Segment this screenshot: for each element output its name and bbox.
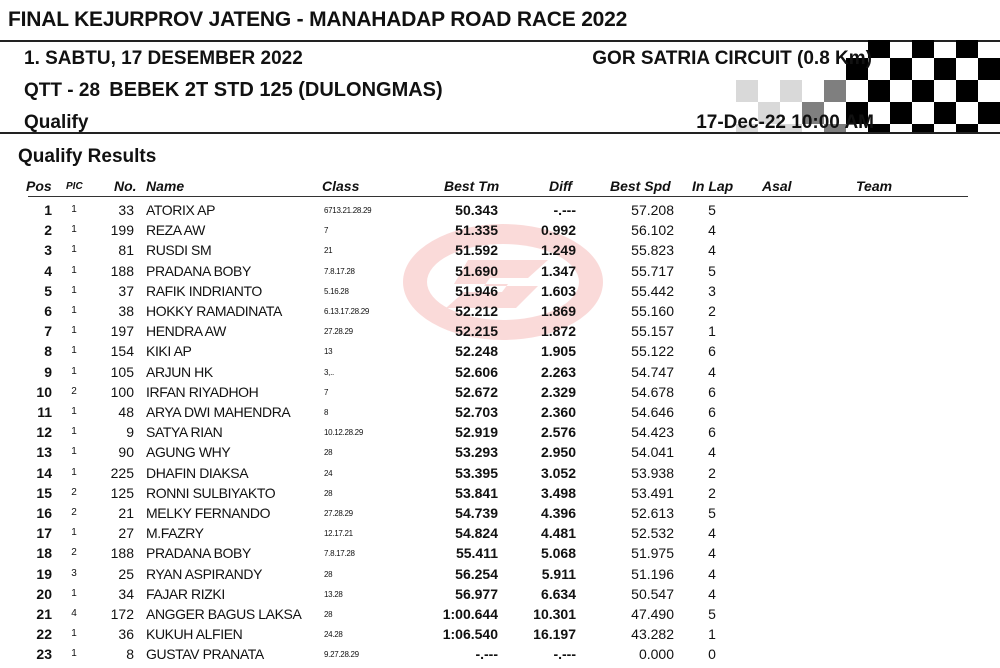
result-pos: 17 [36,525,52,542]
result-class: 28 [324,488,333,498]
result-best-speed: 55.717 [631,262,674,279]
event-header [24,40,900,132]
result-best-time: 51.335 [455,222,498,239]
table-row [0,402,1000,422]
result-number: 36 [118,626,134,643]
result-name: FAJAR RIZKI [146,585,225,602]
result-best-speed: 43.282 [631,626,674,643]
result-pic: 1 [71,648,77,660]
event-code: QTT - 28 [24,80,101,101]
header-divider [0,132,1000,134]
result-name: RAFIK INDRIANTO [146,282,262,299]
result-diff: 1.869 [540,303,576,319]
col-team: Team [856,178,893,194]
result-in-lap: 4 [708,242,716,259]
result-class: 7.8.17.28 [324,266,355,276]
result-pic: 1 [71,345,77,357]
result-pic: 2 [71,385,77,397]
result-best-time: 52.212 [455,303,498,319]
result-in-lap: 6 [708,343,716,360]
result-class: 28 [324,569,333,579]
result-best-speed: 53.938 [631,464,674,481]
result-diff: 2.329 [540,383,576,400]
result-name: ARYA DWI MAHENDRA [146,404,291,420]
result-pos: 10 [36,383,52,400]
result-number: 197 [110,323,134,340]
result-pos: 7 [44,323,52,340]
result-number: 38 [118,303,134,319]
result-pos: 21 [36,606,52,622]
result-number: 34 [118,585,134,602]
result-pos: 2 [44,222,52,239]
result-pic: 1 [71,426,77,438]
result-pic: 1 [71,224,77,236]
result-best-time: 52.919 [455,424,498,441]
result-number: 27 [118,525,134,542]
result-class: 7 [324,226,329,236]
result-best-speed: 47.490 [631,606,674,622]
result-class: 3,.. [324,367,334,377]
result-in-lap: 1 [708,323,716,340]
result-class: 7.8.17.28 [324,549,355,559]
report-title: FINAL KEJURPROV JATENG - MANAHADAP ROAD RACE 2022 [8,8,628,31]
result-diff: 10.301 [533,606,576,622]
result-diff: 1.347 [540,262,576,279]
result-pos: 11 [37,404,52,420]
result-diff: 1.603 [540,282,576,299]
result-diff: 2.263 [540,363,576,380]
result-diff: 3.052 [540,464,576,481]
report-title-bar [0,0,1000,42]
result-pic: 1 [71,264,77,276]
result-diff: 1.872 [540,323,576,340]
result-in-lap: 4 [708,585,716,602]
result-best-time: 56.977 [455,585,498,602]
result-in-lap: 1 [708,626,716,643]
result-class: 9.27.28.29 [324,650,359,660]
result-name: RYAN ASPIRANDY [146,565,263,582]
result-best-time: 51.946 [455,282,498,299]
result-pos: 6 [44,303,52,319]
result-best-time: 51.690 [455,262,498,279]
section-title: Qualify Results [18,146,157,167]
result-name: KUKUH ALFIEN [146,626,243,643]
result-pic: 1 [71,466,77,478]
table-row [0,301,1000,321]
result-pos: 22 [36,626,52,643]
result-in-lap: 4 [708,525,716,542]
result-number: 37 [118,282,134,299]
result-best-speed: 55.160 [631,303,674,319]
result-diff: 1.905 [540,343,576,360]
result-name: HOKKY RAMADINATA [146,303,282,319]
table-row [0,281,1000,301]
result-in-lap: 2 [708,484,716,501]
result-diff: -.--- [553,202,576,218]
result-number: 33 [118,202,134,218]
table-row [0,543,1000,563]
result-diff: -.--- [553,646,576,663]
result-class: 10.12.28.29 [324,428,363,438]
result-class: 27.28.29 [324,509,353,518]
result-name: MELKY FERNANDO [146,505,271,521]
result-in-lap: 4 [708,444,716,461]
result-diff: 3.498 [540,484,576,501]
result-pic: 2 [71,507,77,518]
result-best-time: 52.248 [455,343,498,360]
table-row [0,240,1000,260]
result-number: 225 [110,464,134,481]
result-in-lap: 4 [708,565,716,582]
result-best-speed: 0.000 [638,646,674,663]
result-pos: 15 [36,484,52,501]
result-number: 8 [126,646,134,663]
result-best-speed: 54.646 [631,404,674,420]
result-name: REZA AW [146,222,205,239]
result-diff: 4.481 [540,525,576,542]
table-row [0,321,1000,341]
result-in-lap: 0 [708,646,716,663]
result-best-speed: 54.747 [631,363,674,380]
result-number: 199 [110,222,134,239]
result-pos: 3 [44,242,52,259]
result-number: 9 [126,424,134,441]
result-in-lap: 5 [708,262,716,279]
result-class: 24 [324,468,333,478]
result-best-speed: 54.423 [631,424,674,441]
result-name: M.FAZRY [146,525,204,542]
result-class: 21 [324,246,333,256]
result-number: 154 [110,343,134,360]
result-pic: 1 [71,527,77,539]
result-best-speed: 50.547 [631,585,674,602]
result-class: 24.28 [324,630,343,640]
result-pic: 1 [71,406,77,417]
result-number: 90 [118,444,134,461]
result-name: ATORIX AP [146,202,216,218]
col-best-spd: Best Spd [610,178,671,194]
table-row [0,624,1000,644]
result-best-time: 53.395 [455,464,498,481]
round-date: 1. SABTU, 17 DESEMBER 2022 [24,48,303,69]
result-class: 28 [324,610,333,619]
result-best-speed: 51.196 [631,565,674,582]
result-best-speed: 54.678 [631,383,674,400]
col-name: Name [146,178,185,194]
result-name: PRADANA BOBY [146,545,251,562]
result-diff: 4.396 [540,505,576,521]
table-row [0,261,1000,281]
result-best-speed: 55.823 [631,242,674,259]
result-best-time: 52.703 [455,404,498,420]
result-best-speed: 52.613 [631,505,674,521]
result-class: 8 [324,408,329,417]
col-asal: Asal [762,178,792,194]
col-in-lap: In Lap [692,178,734,194]
result-name: KIKI AP [146,343,192,360]
table-row [0,200,1000,220]
result-number: 81 [118,242,134,259]
result-pic: 1 [71,587,77,599]
result-best-time: 52.606 [455,363,498,380]
result-number: 25 [118,565,134,582]
result-diff: 1.249 [540,242,576,259]
result-best-speed: 55.157 [631,323,674,340]
result-pic: 1 [71,284,77,296]
result-in-lap: 5 [708,202,716,218]
result-class: 7 [324,387,329,397]
event-line [24,79,443,102]
result-name: AGUNG WHY [146,444,231,461]
circuit-name: GOR SATRIA CIRCUIT (0.8 Km) [592,48,872,69]
table-row [0,564,1000,584]
result-pos: 13 [36,444,52,461]
result-pos: 19 [36,565,52,582]
result-number: 188 [110,545,134,562]
result-pic: 4 [71,608,77,619]
col-no: No. [114,178,137,194]
result-in-lap: 3 [708,282,716,299]
result-number: 172 [110,606,134,622]
result-name: HENDRA AW [146,323,226,340]
result-in-lap: 6 [708,424,716,441]
col-class: Class [322,178,360,194]
table-row [0,341,1000,361]
result-pos: 14 [36,464,52,481]
result-number: 48 [118,404,134,420]
result-class: 28 [324,448,333,458]
result-in-lap: 2 [708,303,716,319]
result-in-lap: 5 [708,606,716,622]
result-best-speed: 55.122 [631,343,674,360]
table-row [0,442,1000,462]
result-class: 6.13.17.28.29 [324,307,370,316]
table-row [0,362,1000,382]
result-best-time: 1:00.644 [442,606,498,622]
result-pos: 12 [36,424,52,441]
result-name: ANGGER BAGUS LAKSA [146,606,302,622]
result-diff: 6.634 [540,585,576,602]
col-pic: PIC [66,181,83,192]
result-name: RONNI SULBIYAKTO [146,484,276,501]
result-pos: 1 [44,202,52,218]
result-pos: 5 [44,282,52,299]
result-best-time: 54.824 [455,525,498,542]
result-number: 125 [110,484,134,501]
result-class: 12.17.21 [324,529,353,539]
result-diff: 2.950 [540,444,576,461]
result-name: IRFAN RIYADHOH [146,383,259,400]
result-best-time: 50.343 [455,202,498,218]
table-row [0,220,1000,240]
result-pic: 1 [71,244,77,256]
table-row [0,644,1000,664]
result-pos: 16 [36,505,52,521]
result-in-lap: 6 [708,383,716,400]
result-name: DHAFIN DIAKSA [146,464,249,481]
table-row [0,584,1000,604]
result-pic: 2 [71,547,77,559]
result-diff: 5.911 [541,565,576,582]
result-best-time: -.--- [475,646,498,663]
result-in-lap: 5 [708,505,716,521]
result-pos: 4 [44,262,52,279]
result-name: PRADANA BOBY [146,262,251,279]
result-name: ARJUN HK [146,363,213,380]
table-row [0,523,1000,543]
result-class: 13.28 [324,589,343,599]
result-best-speed: 51.975 [631,545,674,562]
result-in-lap: 2 [708,464,716,481]
event-name: BEBEK 2T STD 125 (DULONGMAS) [109,79,443,101]
result-class: 5.16.28 [324,286,349,296]
result-pos: 8 [44,343,52,360]
result-diff: 5.068 [540,545,576,562]
result-diff: 2.576 [540,424,576,441]
result-best-speed: 56.102 [631,222,674,239]
result-pic: 1 [71,446,77,458]
result-diff: 16.197 [533,626,576,643]
result-pic: 1 [71,628,77,640]
result-name: GUSTAV PRANATA [146,646,264,663]
result-in-lap: 6 [708,404,716,420]
result-best-speed: 53.491 [631,484,674,501]
session-name: Qualify [24,112,89,133]
table-row [0,604,1000,624]
result-best-speed: 54.041 [631,444,674,461]
session-datetime: 17-Dec-22 10:00 AM [696,112,874,133]
result-pic: 1 [71,325,77,337]
result-number: 188 [110,262,134,279]
result-number: 100 [110,383,134,400]
result-best-time: 51.592 [455,242,498,259]
table-row [0,422,1000,442]
result-best-time: 53.293 [455,444,498,461]
result-pic: 1 [71,305,77,316]
result-number: 21 [118,505,134,521]
result-pic: 1 [71,204,77,215]
col-best-tm: Best Tm [444,178,500,194]
result-in-lap: 4 [708,363,716,380]
result-best-time: 1:06.540 [442,626,498,643]
result-pic: 1 [71,365,77,377]
result-best-time: 52.672 [455,383,498,400]
result-diff: 0.992 [540,222,576,239]
result-best-time: 54.739 [455,505,498,521]
table-row [0,503,1000,523]
result-best-speed: 57.208 [631,202,674,218]
result-pic: 2 [71,486,77,498]
result-best-time: 55.411 [455,545,498,562]
result-name: RUSDI SM [146,242,212,259]
result-in-lap: 4 [708,545,716,562]
col-pos: Pos [26,178,52,194]
result-pos: 20 [36,585,52,602]
result-best-speed: 52.532 [631,525,674,542]
result-pos: 9 [44,363,52,380]
result-best-time: 56.254 [455,565,498,582]
result-best-speed: 55.442 [631,282,674,299]
result-class: 6713.21.28.29 [324,206,372,215]
col-diff: Diff [549,178,573,194]
table-row [0,483,1000,503]
result-pos: 23 [36,646,52,663]
result-pic: 3 [71,567,77,579]
result-class: 27.28.29 [324,327,353,337]
result-pos: 18 [36,545,52,562]
result-best-time: 52.215 [455,323,498,340]
result-diff: 2.360 [540,404,576,420]
result-best-time: 53.841 [455,484,498,501]
table-header-rule [28,196,968,197]
table-row [0,382,1000,402]
table-row [0,463,1000,483]
result-in-lap: 4 [708,222,716,239]
result-class: 13 [324,347,333,357]
result-number: 105 [110,363,134,380]
result-name: SATYA RIAN [146,424,223,441]
